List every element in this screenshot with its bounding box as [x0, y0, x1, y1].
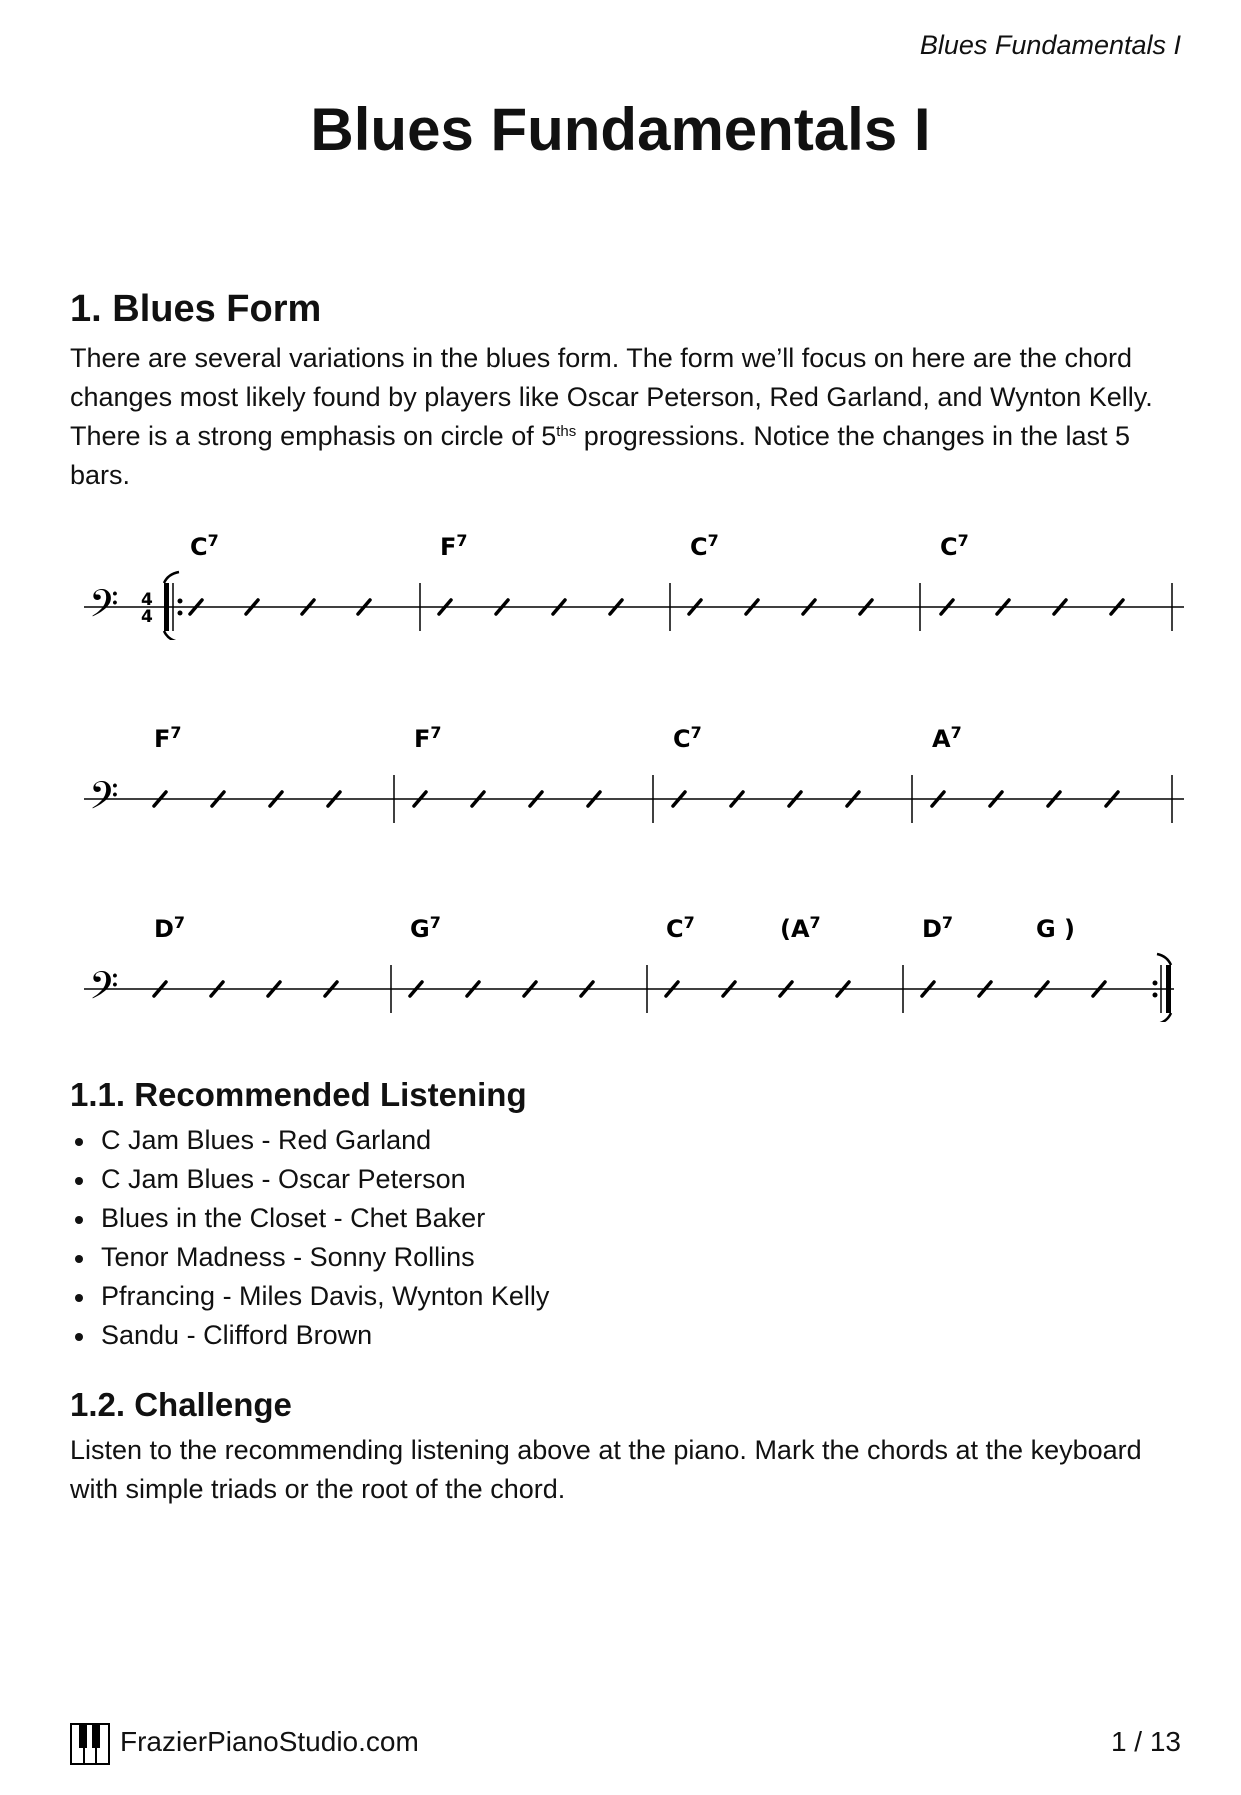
bass-clef-icon: 𝄢: [89, 773, 119, 827]
footer-site-name: FrazierPianoStudio.com: [120, 1726, 419, 1757]
chord-symbol: $D^7$: [154, 913, 186, 943]
section-heading-challenge: 1.2. Challenge: [70, 1386, 292, 1423]
chord-symbol: $C^7$: [190, 531, 219, 561]
section-heading-recommended-listening: 1.1. Recommended Listening: [70, 1076, 527, 1113]
chord-symbol: $C^7$: [940, 531, 969, 561]
time-signature-bottom: 4: [141, 607, 153, 627]
staff-row-2: [84, 717, 1184, 827]
piano-keys-icon: [70, 1723, 110, 1765]
chord-symbol-optional: ($A^7$: [780, 913, 821, 943]
running-header: Blues Fundamentals I: [919, 30, 1181, 60]
chord-symbol: $F^7$: [414, 723, 442, 753]
chord-symbol: $F^7$: [154, 723, 182, 753]
list-item: Sandu - Clifford Brown: [70, 1316, 549, 1355]
chord-symbol-optional: $D^7$: [922, 913, 954, 943]
list-item: Tenor Madness - Sonny Rollins: [70, 1238, 549, 1277]
chord-symbol: $F^7$: [440, 531, 468, 561]
list-item: Pfrancing - Miles Davis, Wynton Kelly: [70, 1277, 549, 1316]
chord-symbol: $C^7$: [666, 913, 695, 943]
time-signature-top: 4: [141, 590, 153, 610]
intro-text-part-1: There are several variations in the blues form. The form we’ll focus on here are the chord changes most likely found by players like Oscar Peterson, Red Garland, and Wynton Kelly. There is a strong emphasis on circle of 5: [70, 343, 1153, 451]
chord-symbol: $C^7$: [673, 723, 702, 753]
page-title: Blues Fundamentals I: [310, 96, 931, 163]
intro-text-part-2: progressions. Notice the changes in the last 5 bars.: [70, 421, 1131, 490]
staff-row-1: [84, 525, 1184, 640]
challenge-paragraph: Listen to the recommending listening above at the piano. Mark the chords at the keyboard with simple triads or the root of the chord.: [70, 1435, 1142, 1504]
chord-symbol: $C^7$: [690, 531, 719, 561]
chord-symbol: $A^7$: [932, 723, 962, 753]
ordinal-superscript: ths: [556, 423, 577, 440]
staff-row-3: [84, 907, 1184, 1022]
section-heading-blues-form: 1. Blues Form: [70, 288, 322, 330]
chord-symbol-optional: G ): [1036, 915, 1076, 943]
chord-symbol: $G^7$: [410, 913, 441, 943]
bass-clef-icon: 𝄢: [89, 963, 119, 1017]
bass-clef-icon: 𝄢: [89, 581, 119, 635]
start-repeat-sign: [164, 572, 183, 640]
section-intro-paragraph: [70, 339, 1180, 495]
list-item: Blues in the Closet - Chet Baker: [70, 1199, 549, 1238]
listening-list: [70, 1121, 549, 1355]
list-item: C Jam Blues - Red Garland: [70, 1121, 549, 1160]
list-item: C Jam Blues - Oscar Peterson: [70, 1160, 549, 1199]
end-repeat-sign: [1153, 954, 1172, 1022]
page-number: 1 / 13: [1110, 1726, 1181, 1757]
